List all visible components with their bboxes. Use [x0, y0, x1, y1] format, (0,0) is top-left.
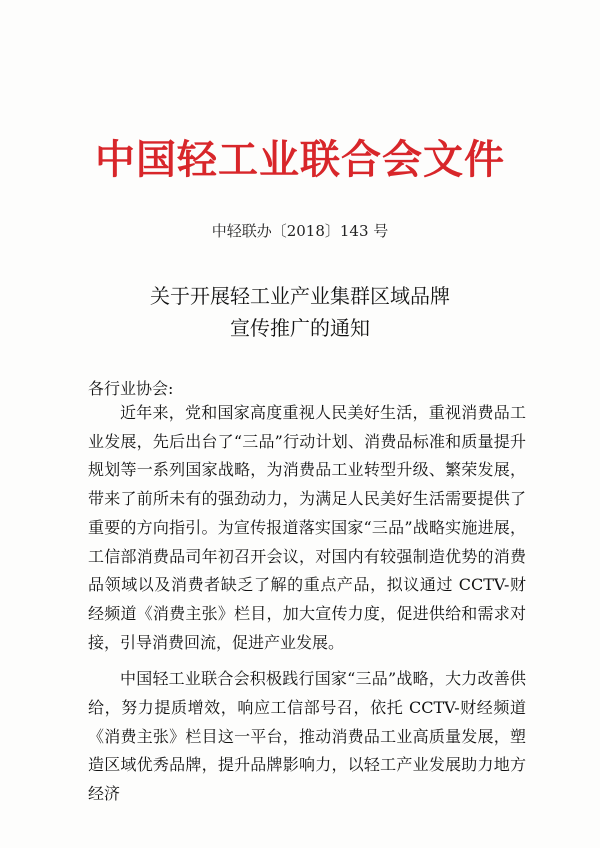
notice-title-line-2: 宣传推广的通知: [230, 316, 370, 340]
letter-body: [88, 399, 526, 817]
body-paragraph-1: 近年来，党和国家高度重视人民美好生活，重视消费品工业发展，先后出台了“三品”行动计划、消费品标准和质量提升规划等一系列国家战略，为消费品工业转型升级、繁荣发展，带来了前所未有的强劲动力，为满足人民美好生活需要提供了重要的方向指引。为宣传报道落实国家“三品”战略实施进展，工信部消费品司年初召开会议，对国内有较强制造优势的消费品领域以及消费者缺乏了解的重点产品，拟议通过 CCTV-财经频道《消费主张》栏目，加大宣传力度，促进供给和需求对接，引导消费回流，促进产业发展。: [88, 403, 526, 652]
notice-title: [0, 280, 600, 344]
document-number: 中轻联办〔2018〕143 号: [211, 222, 389, 240]
body-paragraph-2: 中国轻工业联合会积极践行国家“三品”战略，大力改善供给，努力提质增效，响应工信部号召，依托 CCTV-财经频道《消费主张》栏目这一平台，推动消费品工业高质量发展，塑造区域优秀品牌，提升品牌影响力，以轻工产业发展助力地方经济: [88, 669, 526, 804]
document-header-title: 中国轻工业联合会文件: [95, 136, 505, 183]
notice-title-line-1: 关于开展轻工业产业集群区域品牌: [150, 284, 450, 308]
salutation: 各行业协会:: [88, 379, 174, 398]
